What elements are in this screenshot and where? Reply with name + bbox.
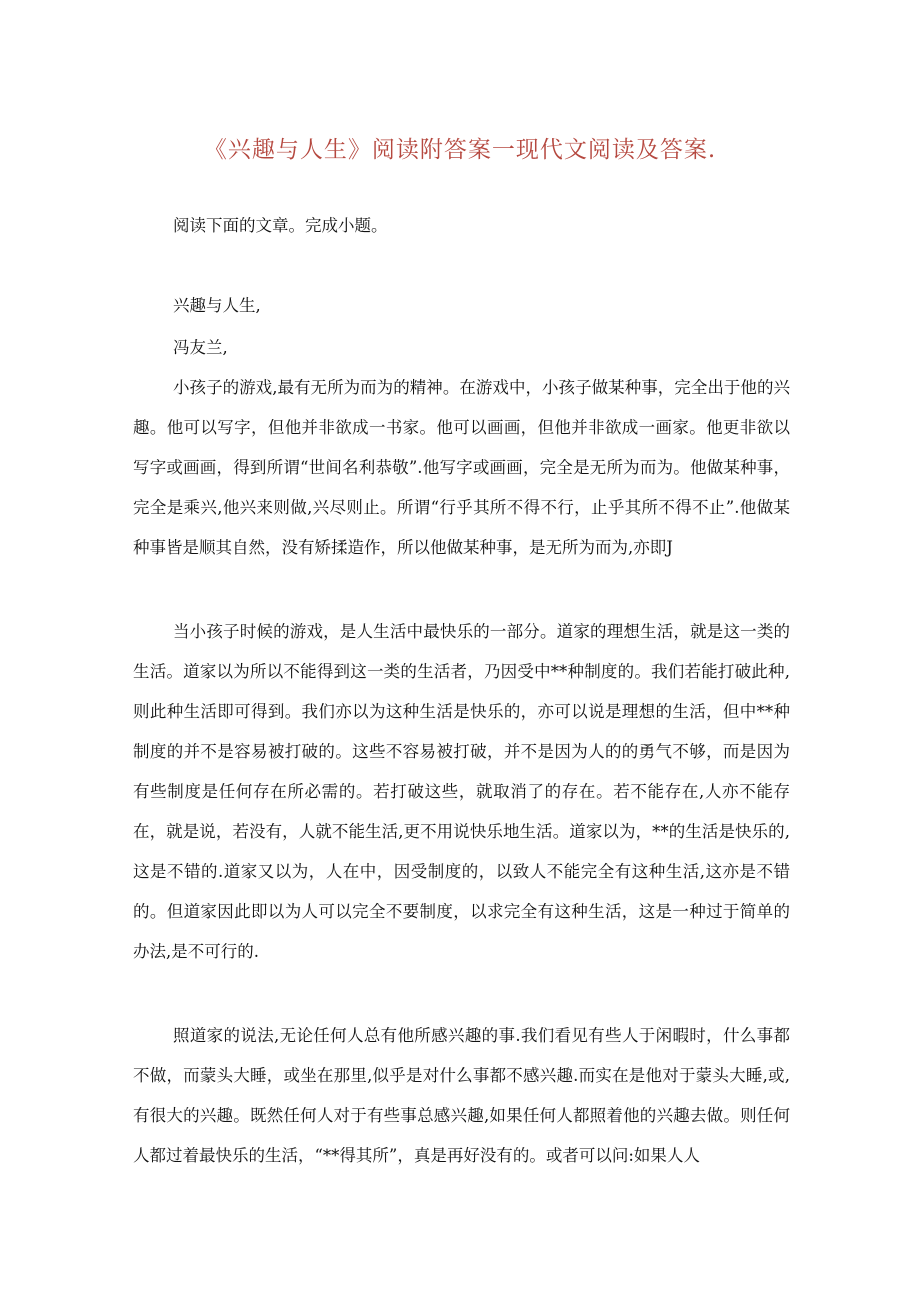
article-title: 兴趣与人生, — [173, 296, 261, 315]
paragraph-3: 照道家的说法,无论任何人总有他所感兴趣的事.我们看见有些人于闲暇时，什么事都不做，而蒙头大睡，或坐在那里,似乎是对什么事都不感兴趣.而实在是他对于蒙头大睡,或,有很大的兴趣。既然任何人对于有些事总感兴趣,如果任何人都照着他的兴趣去做。则任何人都过着最快乐的生活，“**得其所”，真是再好没有的。或者可以问:如果人人 — [133, 1026, 790, 1165]
paragraph-1: 小孩子的游戏,最有无所为而为的精神。在游戏中，小孩子做某种事，完全出于他的兴趣。他可以写字，但他并非欲成一书家。他可以画画，但他并非欲成一画家。他更非欲以写字或画画，得到所谓“世间名利恭敬”.他写字或画画，完全是无所为而为。他做某种事，完全是乘兴,他兴来则做,兴尽则止。所谓“行乎其所不得不行，止乎其所不得不止”.他做某种事皆是顺其自然，没有矫揉造作，所以他做某种事，是无所为而为,亦即J — [133, 378, 790, 557]
article-author: 冯友兰, — [173, 338, 228, 357]
reading-instruction: 阅读下面的文章。完成小题。 — [173, 216, 388, 235]
document-title: 《兴趣与人生》阅读附答案一现代文阅读及答案. — [203, 137, 717, 163]
paragraph-2: 当小孩子时候的游戏，是人生活中最快乐的一部分。道家的理想生活，就是这一类的生活。道家以为所以不能得到这一类的生活者，乃因受中**种制度的。我们若能打破此种,则此种生活即可得到。我们亦以为这种生活是快乐的，亦可以说是理想的生活，但中**种制度的并不是容易被打破的。这些不容易被打破，并不是因为人的的勇气不够，而是因为有些制度是任何存在所必需的。若打破这些，就取消了的存在。若不能存在,人亦不能存在，就是说，若没有，人就不能生活,更不用说快乐地生活。道家以为，**的生活是快乐的,这是不错的.道家又以为，人在中，因受制度的，以致人不能完全有这种生活,这亦是不错的。但道家因此即以为人可以完全不要制度，以求完全有这种生活，这是一种过于简单的办法,是不可行的. — [133, 622, 790, 961]
